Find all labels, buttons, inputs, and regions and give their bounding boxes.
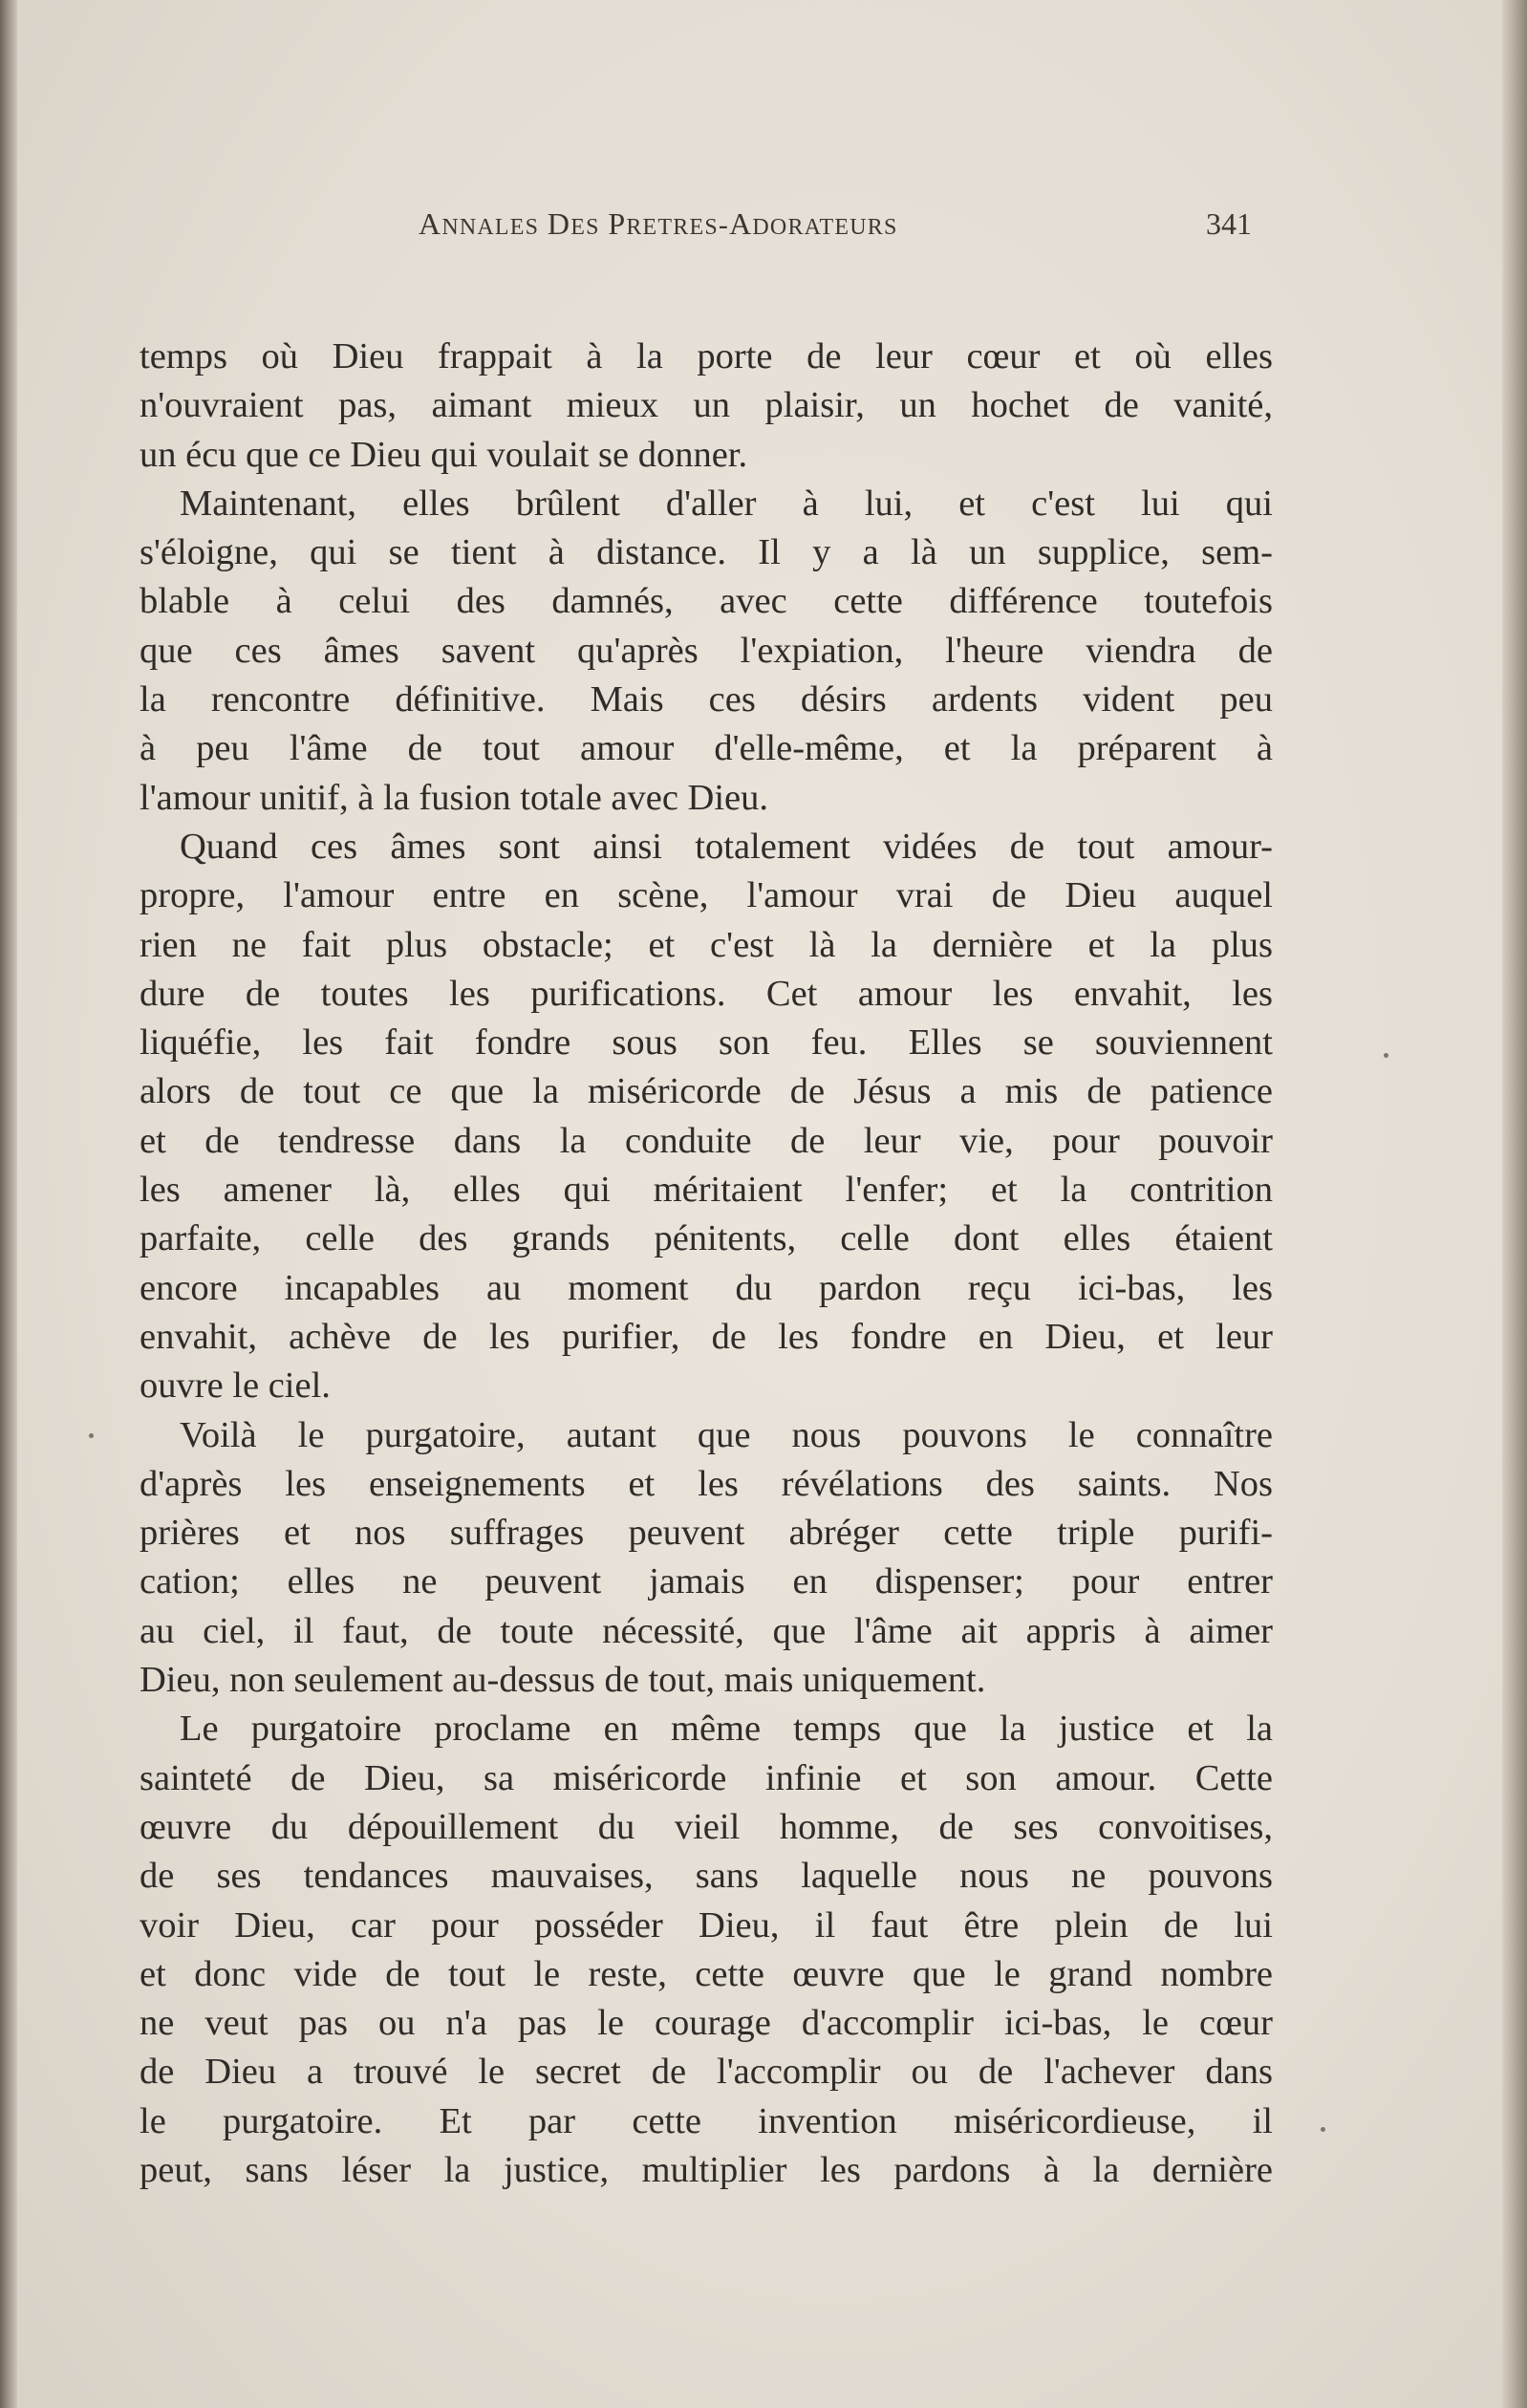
- text-line: dure de toutes les purifications. Cet amour les envahit, les: [140, 973, 1273, 1014]
- page-paper: [17, 0, 1502, 2408]
- binding-gutter: [0, 0, 17, 2408]
- page-fore-edge: [1502, 0, 1527, 2408]
- text-line: que ces âmes savent qu'après l'expiation, l'heure viendra de: [140, 630, 1273, 671]
- page-number: 341: [1206, 206, 1252, 241]
- text-line: temps où Dieu frappait à la porte de leur cœur et où elles: [140, 336, 1273, 376]
- text-line: propre, l'amour entre en scène, l'amour vrai de Dieu auquel: [140, 875, 1273, 916]
- text-line: Quand ces âmes sont ainsi totalement vidées de tout amour-: [180, 826, 1273, 867]
- text-line: et de tendresse dans la conduite de leur vie, pour pouvoir: [140, 1120, 1273, 1161]
- text-line: rien ne fait plus obstacle; et c'est là la dernière et la plus: [140, 924, 1273, 965]
- text-line: les amener là, elles qui méritaient l'enfer; et la contrition: [140, 1170, 1273, 1211]
- text-line: ne veut pas ou n'a pas le courage d'accomplir ici-bas, le cœur: [140, 2003, 1273, 2044]
- text-line: un écu que ce Dieu qui voulait se donner.: [140, 434, 748, 475]
- text-line: ouvre le ciel.: [140, 1365, 331, 1407]
- text-line: Dieu, non seulement au-dessus de tout, mais uniquement.: [140, 1660, 986, 1701]
- paper-speck: [89, 1433, 94, 1438]
- text-line: encore incapables au moment du pardon reçu ici-bas, les: [140, 1267, 1273, 1308]
- text-line: cation; elles ne peuvent jamais en dispenser; pour entrer: [140, 1561, 1273, 1602]
- text-line: Le purgatoire proclame en même temps que la justice et la: [180, 1709, 1273, 1750]
- text-line: au ciel, il faut, de toute nécessité, que l'âme ait appris à aimer: [140, 1610, 1273, 1651]
- text-line: d'après les enseignements et les révélations des saints. Nos: [140, 1463, 1273, 1504]
- text-line: peut, sans léser la justice, multiplier les pardons à la dernière: [140, 2149, 1273, 2190]
- text-line: envahit, achève de les purifier, de les fondre en Dieu, et leur: [140, 1316, 1273, 1357]
- paper-speck: [1384, 1053, 1388, 1058]
- text-line: à peu l'âme de tout amour d'elle-même, et la préparent à: [140, 728, 1273, 769]
- text-line: Voilà le purgatoire, autant que nous pouvons le connaître: [180, 1414, 1273, 1455]
- text-line: voir Dieu, car pour posséder Dieu, il faut être plein de lui: [140, 1904, 1273, 1946]
- text-line: blable à celui des damnés, avec cette différence toutefois: [140, 581, 1273, 622]
- text-line: de Dieu a trouvé le secret de l'accomplir ou de l'achever dans: [140, 2052, 1273, 2093]
- text-line: liquéfie, les fait fondre sous son feu. Elles se souviennent: [140, 1022, 1273, 1064]
- text-line: œuvre du dépouillement du vieil homme, de ses convoitises,: [140, 1806, 1273, 1847]
- text-line: parfaite, celle des grands pénitents, celle dont elles étaient: [140, 1218, 1273, 1259]
- paper-speck: [1321, 2127, 1325, 2132]
- text-line: l'amour unitif, à la fusion totale avec Dieu.: [140, 777, 769, 818]
- text-line: Maintenant, elles brûlent d'aller à lui, et c'est lui qui: [180, 483, 1273, 524]
- text-line: de ses tendances mauvaises, sans laquelle nous ne pouvons: [140, 1856, 1273, 1897]
- text-line: n'ouvraient pas, aimant mieux un plaisir, un hochet de vanité,: [140, 385, 1273, 426]
- text-line: sainteté de Dieu, sa miséricorde infinie et son amour. Cette: [140, 1757, 1273, 1798]
- text-line: prières et nos suffrages peuvent abréger cette triple purifi-: [140, 1513, 1273, 1554]
- text-line: s'éloigne, qui se tient à distance. Il y a là un supplice, sem-: [140, 532, 1273, 573]
- text-line: alors de tout ce que la miséricorde de Jésus a mis de patience: [140, 1071, 1273, 1112]
- text-line: le purgatoire. Et par cette invention miséricordieuse, il: [140, 2100, 1273, 2141]
- running-head: ANNALES DES PRETRES-ADORATEURS: [419, 206, 898, 241]
- text-line: et donc vide de tout le reste, cette œuvre que le grand nombre: [140, 1953, 1273, 1994]
- text-line: la rencontre définitive. Mais ces désirs ardents vident peu: [140, 679, 1273, 720]
- body-text: [140, 333, 1273, 2195]
